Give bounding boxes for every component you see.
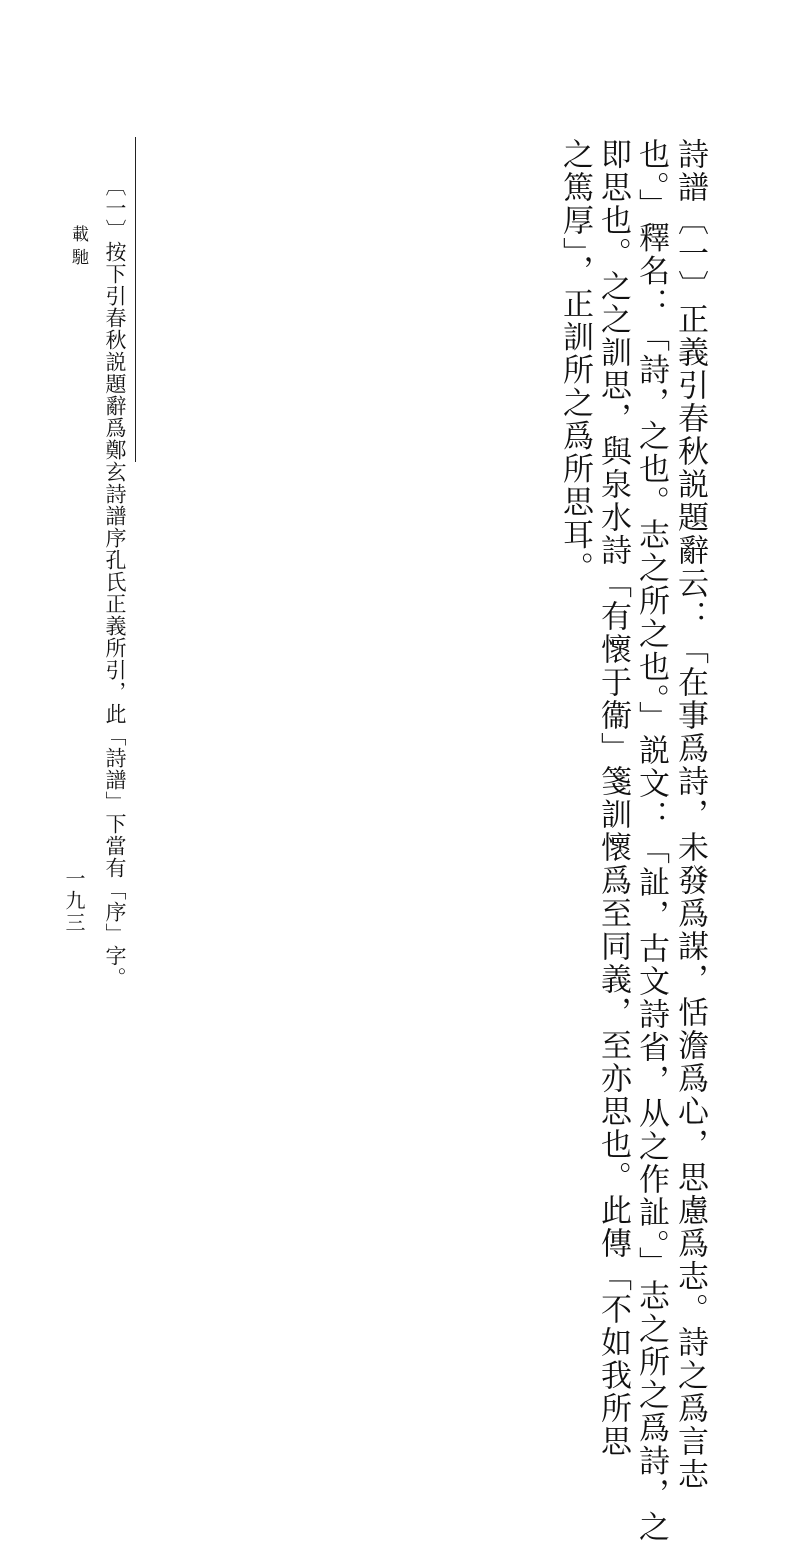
footnote-divider-line bbox=[135, 137, 136, 462]
main-text-column-3: 即思也。之之訓思，與泉水詩「有懷于衞」箋訓懷爲至同義，至亦思也。此傳「不如我所思 bbox=[595, 138, 631, 1458]
footnote: 〔一〕按下引春秋説題辭爲鄭玄詩譜序孔氏正義所引，此「詩譜」下當有「序」字。 bbox=[103, 175, 127, 989]
main-text-column-1: 詩譜〔一〕正義引春秋説題辭云：「在事爲詩，未發爲謀，恬澹爲心，思慮爲志。詩之爲言志 bbox=[672, 138, 708, 1491]
main-text-column-2: 也。」釋名：「詩，之也。志之所之也。」説文：「訨，古文詩省，从之作訨。」志之所之爲詩，之 bbox=[633, 138, 669, 1544]
page-number: 一九三 bbox=[62, 868, 86, 934]
main-text-column-4: 之篤厚」，正訓所之爲所思耳。 bbox=[557, 138, 593, 585]
running-title: 載馳 bbox=[68, 225, 88, 271]
